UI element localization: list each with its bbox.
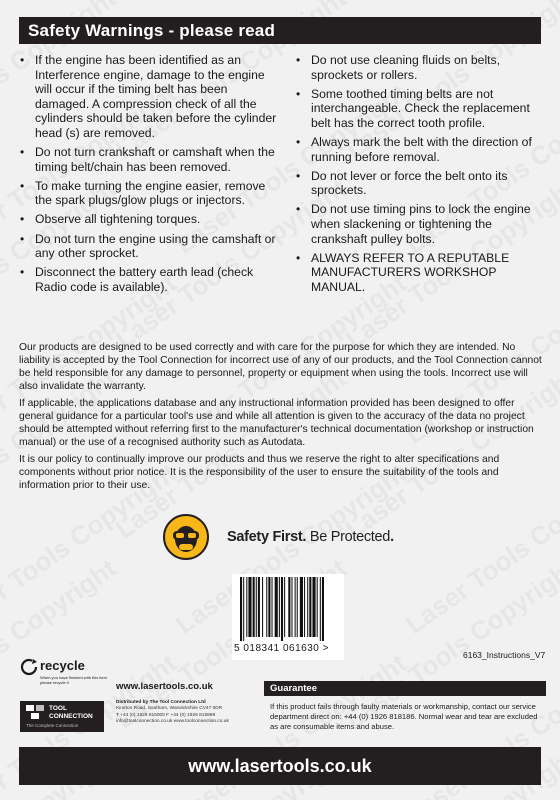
recycle-caption: When you have finished with this item please recycle it: [40, 675, 107, 685]
guarantee-header: [264, 681, 546, 696]
warning-item: • Do not turn the engine using the camshaft or any other sprocket.: [19, 232, 281, 261]
warning-item: • Always mark the belt with the direction of running before removal.: [295, 135, 545, 164]
barcode-bar: [309, 577, 311, 637]
warning-item: • Do not lever or force the belt onto its sprockets.: [295, 169, 545, 198]
safety-goggles-icon: [163, 514, 209, 560]
barcode-bar: [246, 577, 247, 637]
warning-item: • Do not use timing pins to lock the engine when slackening or tightening the crankshaft pulley bolts.: [295, 202, 545, 246]
barcode-bars: [236, 577, 340, 641]
warning-item: • Do not use cleaning fluids on belts, sprockets or rollers.: [295, 53, 545, 82]
warning-item: • If the engine has been identified as an Interference engine, damage to the engine will occur if the timing belt has been damaged. A compression check of all the cylinders should be taken before the cylinder head (s) are removed.: [19, 53, 281, 141]
disclaimer-paragraph: It is our policy to continually improve our products and thus we reserve the right to alter specifications and components without prior notice. It is the responsibility of the user to ensure the suitability of the tools and information prior to their use.: [19, 454, 500, 492]
warning-item: • To make turning the engine easier, remove the spark plugs/glow plugs or injectors.: [19, 179, 281, 208]
barcode-bar: [297, 577, 298, 637]
barcode-bar: [256, 577, 257, 637]
tool-connection-line2: CONNECTION: [49, 712, 93, 720]
barcode-bar: [295, 577, 296, 637]
distributor-phone: T +44 (0) 1926 815000 F +44 (0) 1926 815888: [116, 712, 216, 718]
barcode-bar: [262, 577, 263, 637]
barcode-bar: [248, 577, 251, 637]
tool-connection-name: [49, 705, 93, 720]
warning-item: • Observe all tightening torques.: [19, 212, 281, 227]
barcode-bar: [288, 577, 290, 637]
barcode-bar: [291, 577, 292, 637]
distributor-info: [116, 700, 266, 725]
footer-bar: [19, 747, 541, 785]
barcode-bar: [300, 577, 303, 637]
barcode-bar: [284, 577, 285, 637]
barcode-bar: [312, 577, 315, 637]
barcode-bar: [275, 577, 278, 637]
barcode-bar: [304, 577, 305, 637]
warning-item: • Do not turn crankshaft or camshaft when the timing belt/chain has been removed.: [19, 145, 281, 174]
guarantee-title: Guarantee: [270, 683, 317, 694]
tool-connection-mark-icon: [26, 705, 44, 719]
safety-slogan-dot: .: [390, 529, 394, 545]
tool-connection-line1: TOOL: [49, 705, 67, 712]
safety-slogan-bold: Safety First.: [227, 529, 307, 545]
tool-connection-logo: [20, 701, 104, 732]
barcode-bar: [320, 577, 321, 641]
distributor-address: Kineton Road, Southam, Warwickshire CV47 0DR: [116, 706, 223, 712]
page-title: Safety Warnings - please read: [28, 21, 276, 40]
instructions-code: 6163_Instructions_V7: [463, 650, 546, 660]
website-link-small[interactable]: www.lasertools.co.uk: [116, 681, 213, 692]
barcode-bar: [253, 577, 255, 637]
disclaimer-paragraph: If applicable, the applications database and any instructional information provided has been designed to offer general guidance for a particular tool's use and while all attention is given to the accuracy of the data no project should be attempted without referring first to the manufacturer's technical documentation (workshop or instruction manual) or the use of a recognised authority such as Autodata.: [19, 398, 534, 448]
safety-slogan: [227, 529, 394, 545]
distributor-title: Distributed by The Tool Connection Ltd: [116, 700, 206, 705]
disclaimer-paragraph: Our products are designed to be used correctly and with care for the purpose for which they are intended. No liability is accepted by the Tool Connection for incorrect use of any of our products, and the Tool Connection cannot be held responsible for any damage to personnel, property or equipment when using the tools. Incorrect use will also invalidate the warranty.: [19, 342, 542, 392]
guarantee-text: If this product fails through faulty materials or workmanship, contact our service department direct on: +44 (0) 1926 818186. Normal wear and tear are excluded as are consumable items and abuse.: [270, 702, 538, 731]
distributor-contact: info@toolconnection.co.uk www.toolconnection.co.uk: [116, 718, 229, 724]
barcode-bar: [279, 577, 280, 637]
warning-item: • Some toothed timing belts are not interchangeable. Check the replacement belt has the correct tooth profile.: [295, 87, 545, 131]
warning-item: • ALWAYS REFER TO A REPUTABLE MANUFACTURERS WORKSHOP MANUAL.: [295, 251, 545, 295]
barcode-bar: [266, 577, 267, 637]
barcode-bar: [268, 577, 270, 637]
barcode-bar: [240, 577, 242, 641]
disclaimer-text: [19, 342, 546, 497]
barcode-number: 5 018341 061630 >: [234, 643, 329, 654]
safety-slogan-rest: Be Protected: [306, 529, 391, 545]
warnings-right-column: [295, 53, 545, 299]
warning-item: • Disconnect the battery earth lead (check Radio code is available).: [19, 265, 281, 294]
footer-website-link[interactable]: www.lasertools.co.uk: [188, 756, 372, 776]
barcode-bar: [322, 577, 324, 641]
tool-connection-tagline: The Complete Connection: [26, 723, 79, 728]
safety-warnings-header: [19, 17, 541, 44]
warnings-left-column: [19, 53, 281, 299]
barcode-bar: [307, 577, 308, 637]
product-barcode: [232, 574, 344, 660]
recycle-icon: [20, 658, 38, 676]
barcode-bar: [272, 577, 273, 637]
barcode-bar: [258, 577, 260, 637]
barcode-bar: [243, 577, 244, 641]
barcode-bar: [317, 577, 318, 637]
barcode-bar: [281, 577, 283, 641]
recycle-word: recycle: [40, 658, 85, 673]
